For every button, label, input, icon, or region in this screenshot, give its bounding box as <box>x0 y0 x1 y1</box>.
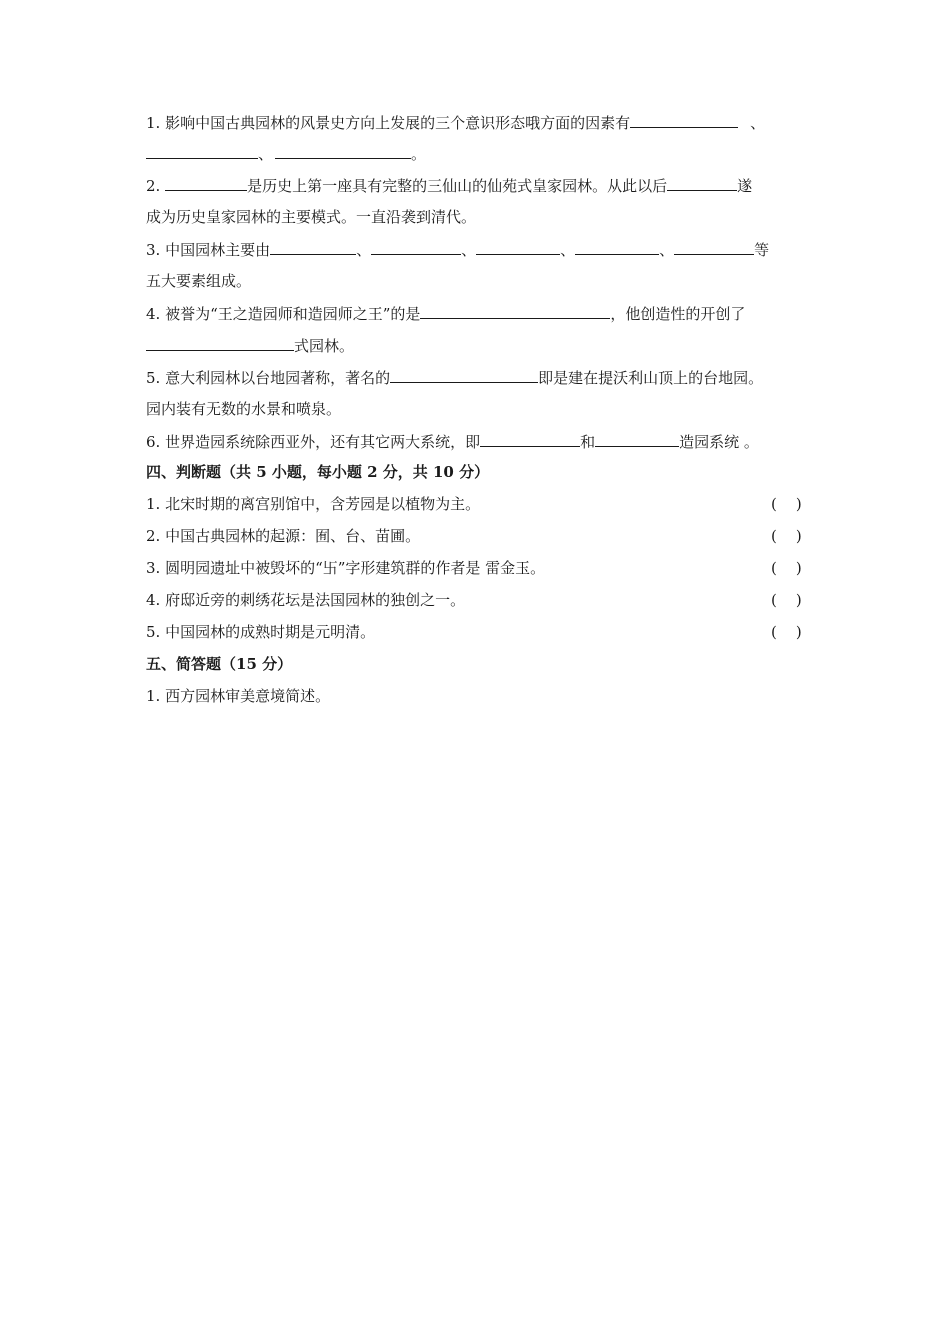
answer-parens: ( ) <box>771 559 802 577</box>
separator: 、 <box>356 241 372 259</box>
question-4-line-2 <box>146 333 354 357</box>
question-6-text-c: 造园系统 。 <box>679 433 759 451</box>
question-6-text: 6. 世界造园系统除西亚外，还有其它两大系统，即 <box>146 433 481 451</box>
short-answer-item-1: 1. 西方园林审美意境简述。 <box>146 687 331 705</box>
blank <box>480 429 580 447</box>
answer-parens: ( ) <box>771 591 802 609</box>
question-4-text-line-2: 式园林。 <box>294 337 355 355</box>
question-4-text-b: ，他创造性的开创了 <box>610 305 746 323</box>
section-5-heading: 五、简答题（15 分） <box>146 655 293 673</box>
judge-item-2: 2. 中国古典园林的起源：囿、台、苗圃。 <box>146 527 421 545</box>
separator: 、 <box>659 241 675 259</box>
question-6-text-b: 和 <box>580 433 596 451</box>
separator: 、 <box>258 145 274 163</box>
blank <box>165 173 247 191</box>
answer-parens: ( ) <box>771 495 802 513</box>
blank <box>420 301 610 319</box>
question-2-line-1 <box>146 173 752 197</box>
blank <box>146 333 294 351</box>
blank <box>595 429 679 447</box>
question-2-number: 2. <box>146 177 166 195</box>
question-1-line-2 <box>146 141 426 165</box>
question-3-line-2 <box>146 269 251 293</box>
separator: 、 <box>750 114 766 132</box>
blank <box>575 237 659 255</box>
question-4-text: 4. 被誉为“王之造园师和造园师之王”的是 <box>146 305 421 323</box>
separator: 、 <box>461 241 477 259</box>
question-3-end: 等 <box>754 241 770 259</box>
question-2-text-b: 遂 <box>737 177 753 195</box>
blank <box>630 110 738 128</box>
separator: 、 <box>560 241 576 259</box>
judge-item-3: 3. 圆明园遗址中被毁坏的“卐”字形建筑群的作者是 雷金玉。 <box>146 559 546 577</box>
question-5-line-1 <box>146 365 763 389</box>
question-3-line-1 <box>146 237 769 261</box>
blank <box>667 173 737 191</box>
question-3-text-line-2: 五大要素组成。 <box>146 272 252 290</box>
question-5-text-b: 即是建在提沃利山顶上的台地园。 <box>538 369 764 387</box>
answer-parens: ( ) <box>771 623 802 641</box>
judge-item-1: 1. 北宋时期的离宫别馆中，含芳园是以植物为主。 <box>146 495 481 513</box>
blank <box>674 237 754 255</box>
blank <box>371 237 461 255</box>
answer-parens: ( ) <box>771 527 802 545</box>
question-5-text-line-2: 园内装有无数的水景和喷泉。 <box>146 400 342 418</box>
question-1-text: 1. 影响中国古典园林的风景史方向上发展的三个意识形态哦方面的因素有 <box>146 114 631 132</box>
question-5-line-2 <box>146 397 341 421</box>
question-5-text: 5. 意大利园林以台地园著称，著名的 <box>146 369 391 387</box>
blank <box>476 237 560 255</box>
question-3-text: 3. 中国园林主要由 <box>146 241 271 259</box>
question-2-line-2 <box>146 205 476 229</box>
question-4-line-1 <box>146 301 745 325</box>
question-2-text-line-2: 成为历史皇家园林的主要模式。一直沿袭到清代。 <box>146 208 477 226</box>
judge-item-4: 4. 府邸近旁的刺绣花坛是法国园林的独创之一。 <box>146 591 466 609</box>
blank <box>146 141 258 159</box>
section-4-heading: 四、判断题（共 5 小题，每小题 2 分，共 10 分） <box>146 463 490 481</box>
blank <box>270 237 356 255</box>
period: 。 <box>411 145 427 163</box>
question-2-text: 是历史上第一座具有完整的三仙山的仙苑式皇家园林。从此以后 <box>247 177 668 195</box>
blank <box>275 141 411 159</box>
question-1-line-1 <box>146 110 765 134</box>
judge-item-5: 5. 中国园林的成熟时期是元明清。 <box>146 623 376 641</box>
blank <box>390 365 538 383</box>
question-6-line-1 <box>146 429 759 453</box>
